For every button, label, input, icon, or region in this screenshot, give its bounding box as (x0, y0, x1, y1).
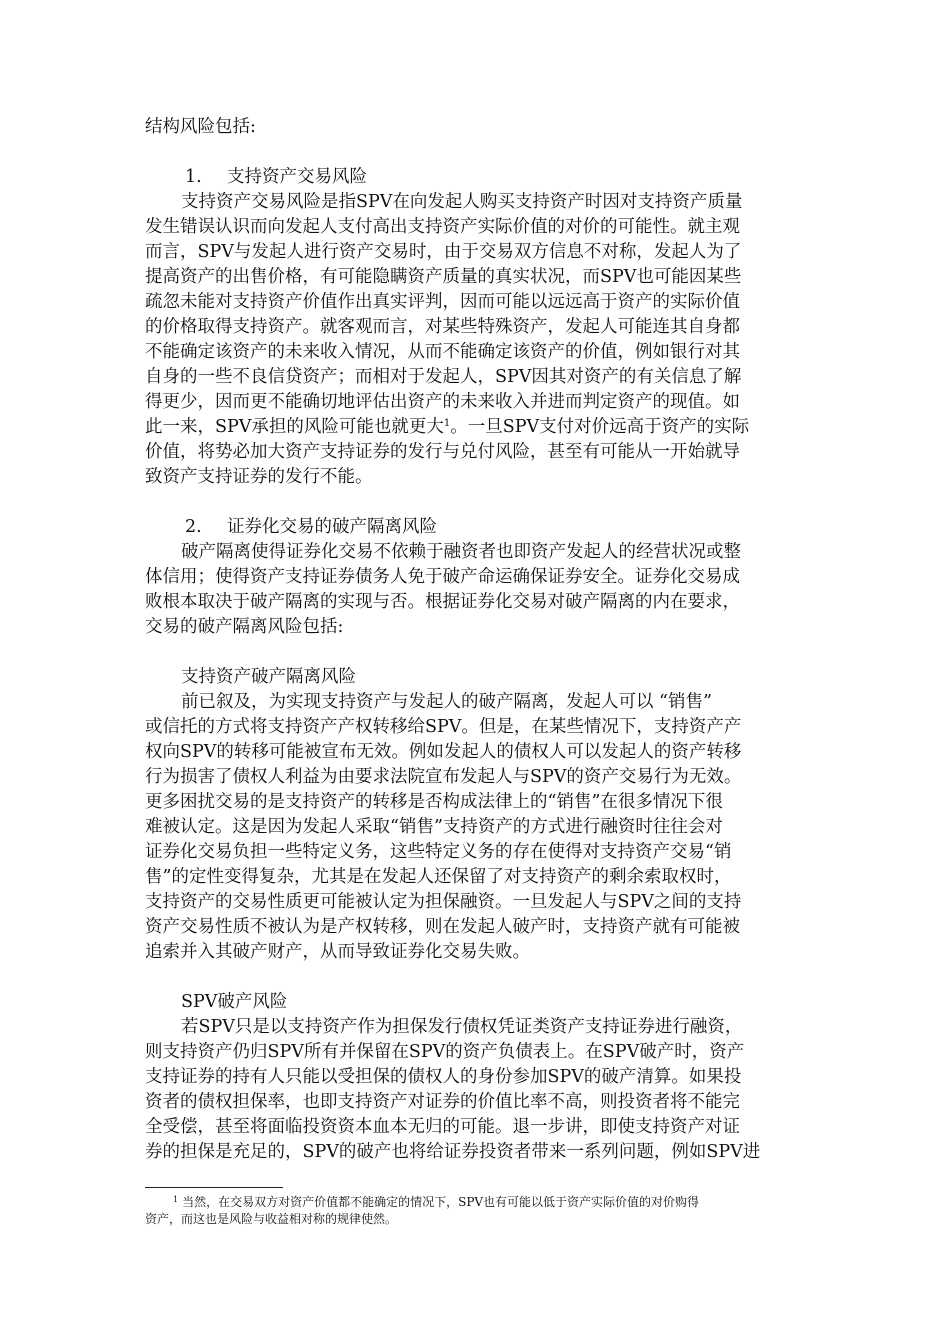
paragraph-line: 支持资产交易风险是指SPV在向发起人购买支持资产时因对支持资产质量 (181, 192, 743, 212)
paragraph-line: 致资产支持证券的发行不能。 (145, 467, 373, 487)
paragraph-line: 行为损害了债权人利益为由要求法院宣布发起人与SPV的资产交易行为无效。 (145, 767, 742, 787)
paragraph-line: 若SPV只是以支持资产作为担保发行债权凭证类资产支持证券进行融资， (181, 1017, 743, 1037)
paragraph-line: 自身的一些不良信贷资产；而相对于发起人，SPV因其对资产的有关信息了解 (145, 367, 742, 387)
paragraph-line: 权向SPV的转移可能被宣布无效。例如发起人的债权人可以发起人的资产转移 (145, 742, 742, 762)
paragraph-line: 追索并入其破产财产，从而导致证券化交易失败。 (145, 942, 530, 962)
subsection-heading: SPV破产风险 (181, 992, 288, 1012)
paragraph-line: 则支持资产仍归SPV所有并保留在SPV的资产负债表上。在SPV破产时，资产 (145, 1042, 745, 1062)
section-title: 证券化交易的破产隔离风险 (227, 517, 437, 537)
paragraph-line: 难被认定。这是因为发起人采取“销售”支持资产的方式进行融资时往往会对 (145, 817, 723, 837)
paragraph-line: 支持资产的交易性质更可能被认定为担保融资。一旦发起人与SPV之间的支持 (145, 892, 742, 912)
body-text (145, 115, 809, 1165)
section-title: 支持资产交易风险 (227, 167, 367, 187)
footnote-line: 资产，而这也是风险与收益相对称的规律使然。 (145, 1212, 398, 1226)
section-number: 2. (185, 517, 202, 537)
paragraph-line: 价值，将势必加大资产支持证券的发行与兑付风险，甚至有可能从一开始就导 (145, 442, 740, 462)
paragraph-line: 败根本取决于破产隔离的实现与否。根据证券化交易对破产隔离的内在要求， (145, 592, 740, 612)
paragraph-line: 得更少，因而更不能确切地评估出资产的未来收入并进而判定资产的现值。如 (145, 392, 740, 412)
paragraph-line: 的价格取得支持资产。就客观而言，对某些特殊资产，发起人可能连其自身都 (145, 317, 740, 337)
section-number: 1. (185, 167, 202, 187)
paragraph-line: 而言，SPV与发起人进行资产交易时，由于交易双方信息不对称，发起人为了 (145, 242, 742, 262)
paragraph-line: 资产交易性质不被认为是产权转移，则在发起人破产时，支持资产就有可能被 (145, 917, 740, 937)
paragraph-line: 交易的破产隔离风险包括: (145, 617, 344, 637)
subsection-heading: 支持资产破产隔离风险 (181, 667, 356, 687)
paragraph-line: 破产隔离使得证券化交易不依赖于融资者也即资产发起人的经营状况或整 (181, 542, 741, 562)
intro-line: 结构风险包括: (145, 117, 256, 137)
paragraph-line: 不能确定该资产的未来收入情况，从而不能确定该资产的价值，例如银行对其 (145, 342, 740, 362)
section-heading-1 (145, 165, 809, 190)
footnote-reference[interactable]: 1 (443, 418, 451, 429)
footnote-line (145, 1194, 809, 1211)
paragraph-line: 证券化交易负担一些特定义务，这些特定义务的存在使得对支持资产交易“销 (145, 842, 732, 862)
paragraph-line: 疏忽未能对支持资产价值作出真实评判，因而可能以远远高于资产的实际价值 (145, 292, 740, 312)
paragraph-line: 券的担保是充足的，SPV的破产也将给证券投资者带来一系列问题，例如SPV进 (145, 1142, 761, 1162)
paragraph-line: 发生错误认识而向发起人支付高出支持资产实际价值的对价的可能性。就主观 (145, 217, 740, 237)
paragraph-line: 或信托的方式将支持资产产权转移给SPV。但是，在某些情况下，支持资产产 (145, 717, 742, 737)
text-fragment: 此一来，SPV承担的风险可能也就更大 (145, 417, 444, 437)
paragraph-line: 资者的债权担保率，也即支持资产对证券的价值比率不高，则投资者将不能完 (145, 1092, 740, 1112)
paragraph-line: 前已叙及，为实现支持资产与发起人的破产隔离，发起人可以 “销售” (181, 692, 712, 712)
paragraph-line: 提高资产的出售价格，有可能隐瞒资产质量的真实状况，而SPV也可能因某些 (145, 267, 742, 287)
paragraph-line: 售”的定性变得复杂，尤其是在发起人还保留了对支持资产的剩余索取权时， (145, 867, 732, 887)
paragraph-line: 全受偿，甚至将面临投资资本血本无归的可能。退一步讲，即使支持资产对证 (145, 1117, 740, 1137)
section-heading-2 (145, 515, 809, 540)
footnote-text: 当然，在交易双方对资产价值都不能确定的情况下，SPV也有可能以低于资产实际价值的对价购得 (182, 1195, 700, 1209)
paragraph-line: 更多困扰交易的是支持资产的转移是否构成法律上的“销售”在很多情况下很 (145, 792, 723, 812)
paragraph-line-with-footnote (145, 415, 809, 440)
text-fragment: 。一旦SPV支付对价远高于资产的实际 (450, 417, 750, 437)
footnote-mark: 1 (173, 1195, 179, 1204)
paragraph-line: 支持证券的持有人只能以受担保的债权人的身份参加SPV的破产清算。如果投 (145, 1067, 742, 1087)
paragraph-line: 体信用；使得资产支持证券债务人免于破产命运确保证券安全。证券化交易成 (145, 567, 740, 587)
footnote-divider (145, 1187, 283, 1188)
footnote (145, 1194, 809, 1228)
